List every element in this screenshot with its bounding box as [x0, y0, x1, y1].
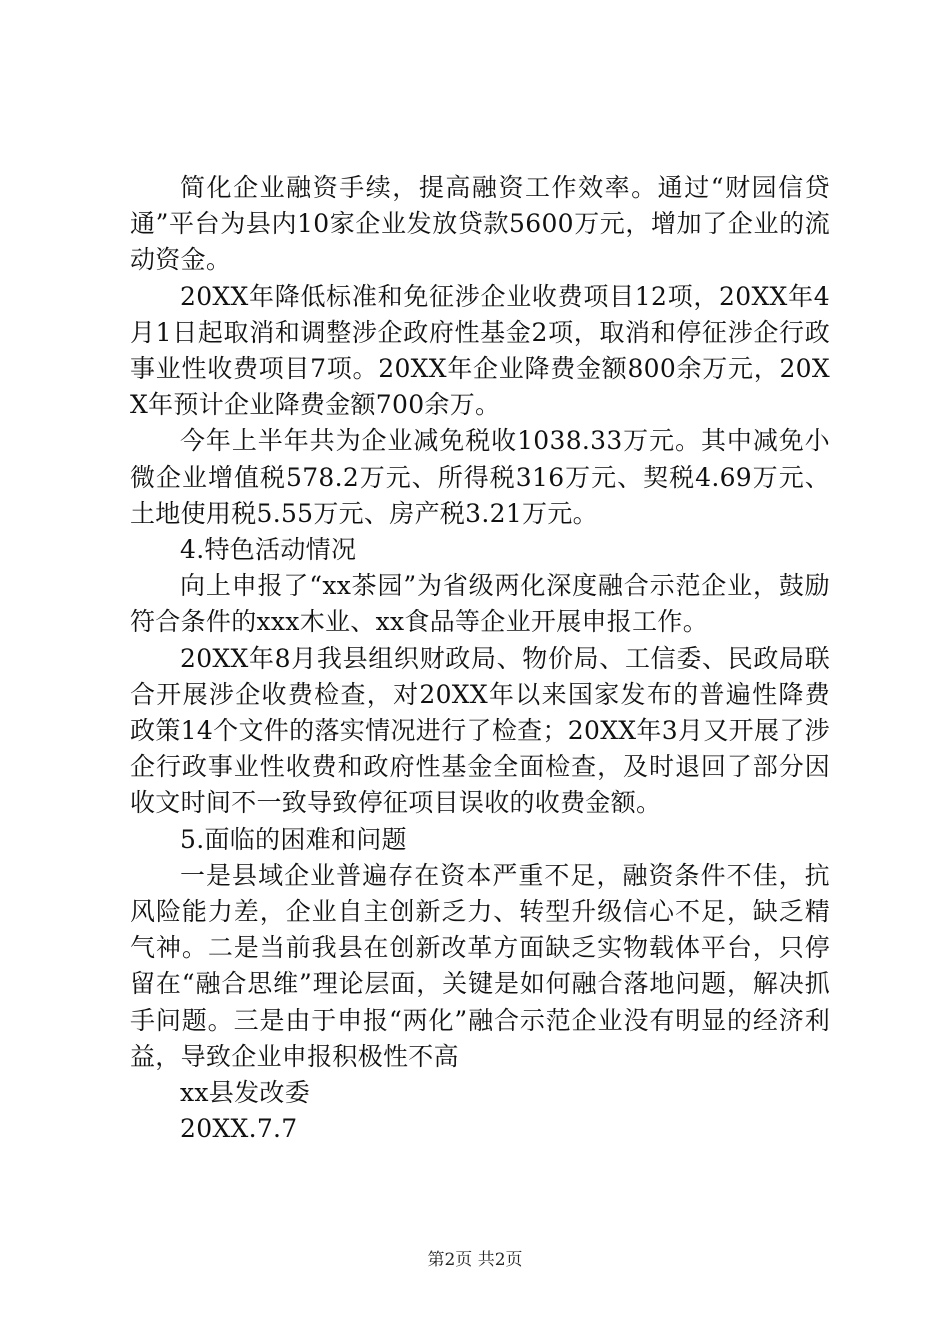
section-heading-problems: 5.面临的困难和问题 [180, 824, 407, 854]
signature-organization: xx县发改委 [180, 1078, 310, 1108]
paragraph-problems: 一是县域企业普遍存在资本严重不足，融资条件不佳，抗风险能力差，企业自主创新乏力、转型升级信心不足，缺乏精气神。二是当前我县在创新改革方面缺乏实物载体平台，只停留在“融合思维”理论层面，关键是如何融合落地问题，解决抓手问题。三是由于申报“两化”融合示范企业没有明显的经济利益，导致企业申报积极性不高 [130, 860, 830, 1071]
paragraph-demonstration: 向上申报了“xx茶园”为省级两化深度融合示范企业，鼓励符合条件的xxx木业、xx食品等企业开展申报工作。 [130, 571, 830, 637]
paragraph-fee-reduction: 20XX年降低标准和免征涉企业收费项目12项，20XX年4月1日起取消和调整涉企政府性基金2项，取消和停征涉企行政事业性收费项目7项。20XX年企业降费金额800余万元，20XX年预计企业降费金额700余万。 [130, 281, 830, 420]
paragraph-tax-relief: 今年上半年共为企业减免税收1038.33万元。其中减免小微企业增值税578.2万元、所得税316万元、契税4.69万元、土地使用税5.55万元、房产税3.21万元。 [130, 426, 830, 528]
signature-date: 20XX.7.7 [180, 1114, 298, 1144]
paragraph-financing: 简化企业融资手续，提高融资工作效率。通过“财园信贷通”平台为县内10家企业发放贷款5600万元，增加了企业的流动资金。 [130, 173, 830, 275]
page-number-footer: 第2页 共2页 [427, 1250, 523, 1270]
section-heading-activities: 4.特色活动情况 [180, 535, 357, 565]
document-body [130, 170, 830, 1147]
paragraph-inspection: 20XX年8月我县组织财政局、物价局、工信委、民政局联合开展涉企收费检查，对20XX年以来国家发布的普遍性降费政策14个文件的落实情况进行了检查；20XX年3月又开展了涉企行政事业性收费和政府性基金全面检查，及时退回了部分因收文时间不一致导致停征项目误收的收费金额。 [130, 643, 830, 818]
